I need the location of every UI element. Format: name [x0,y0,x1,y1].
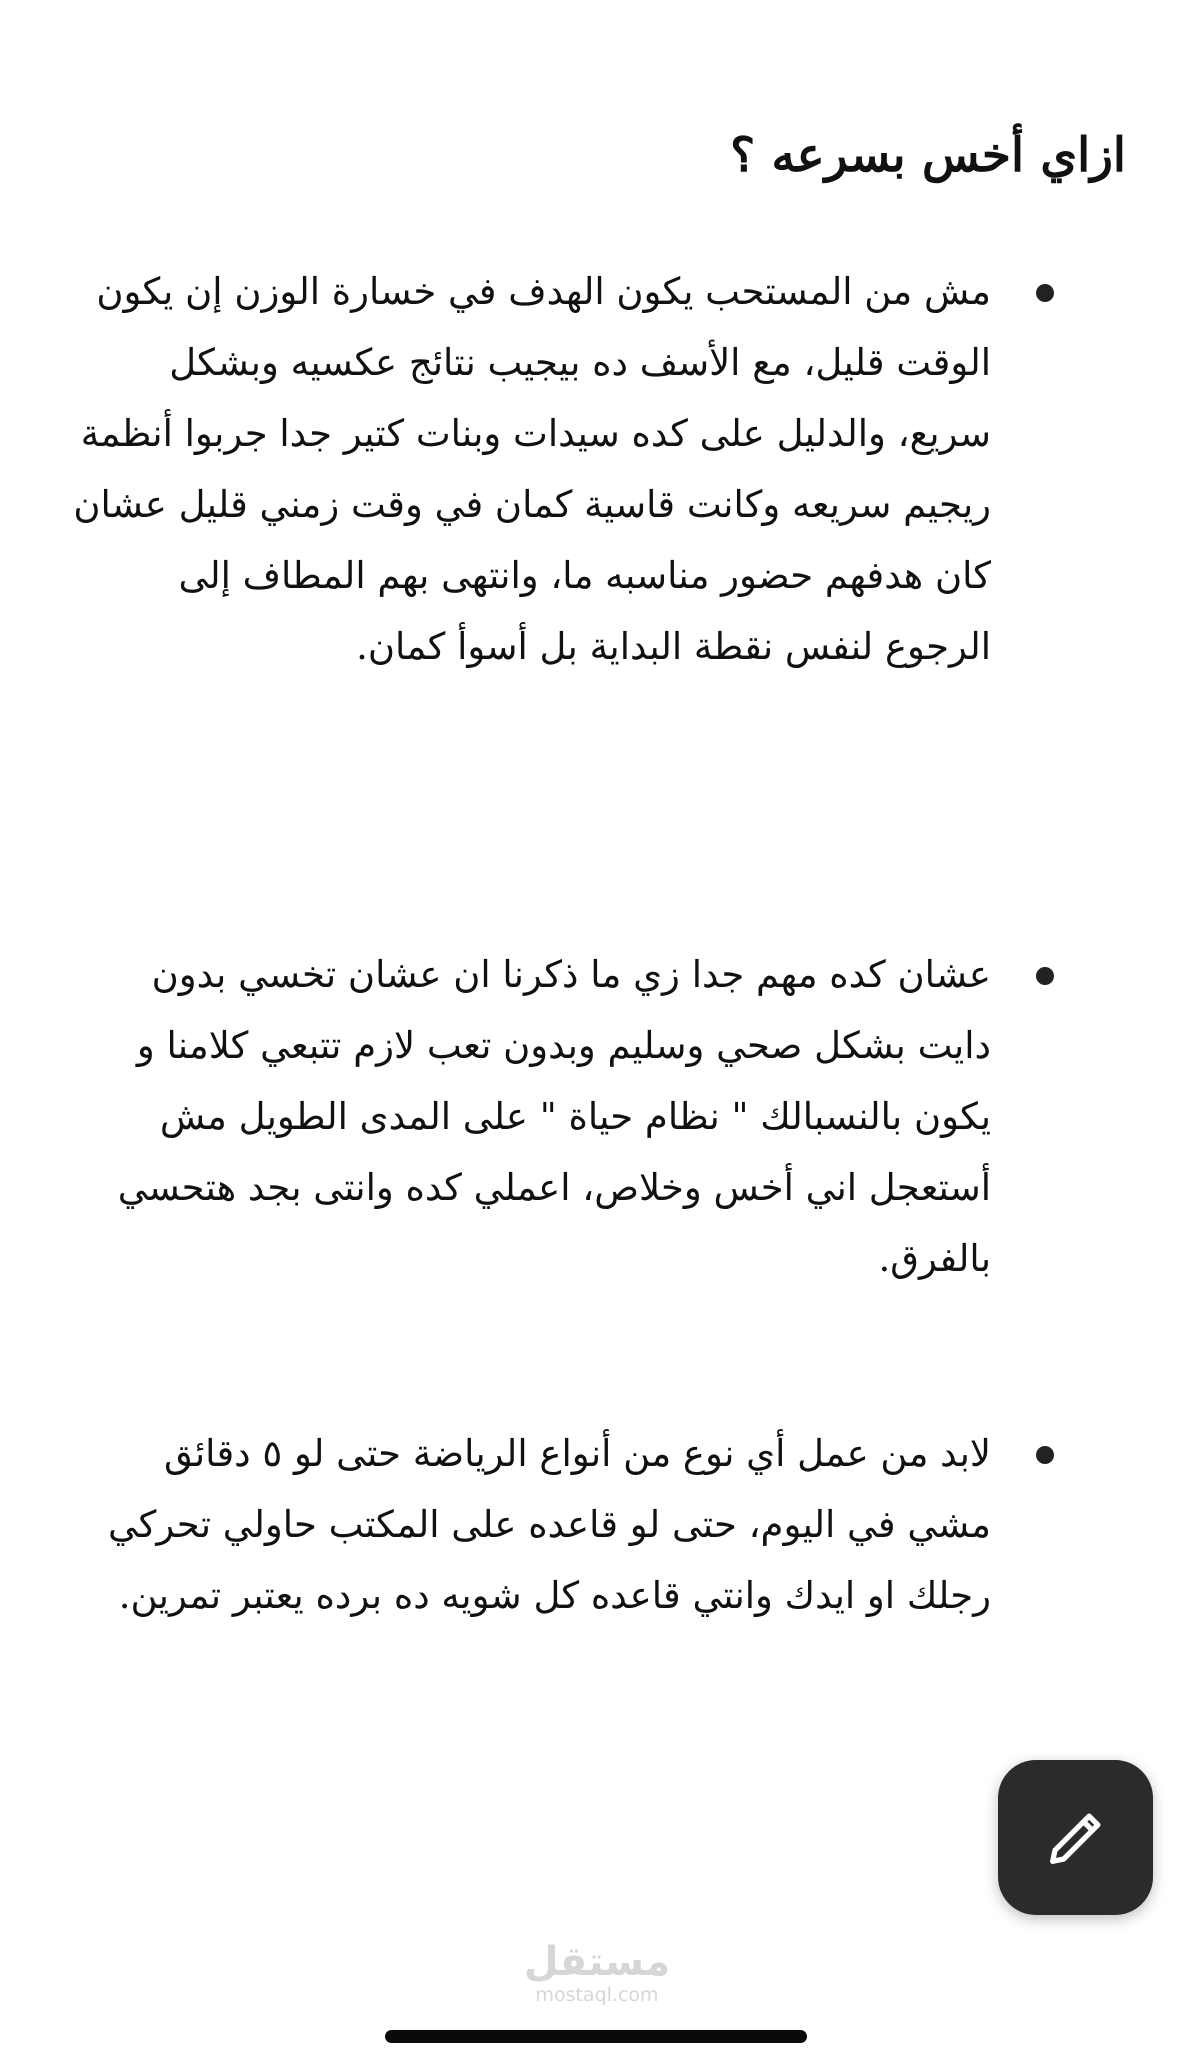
watermark-logo [497,1940,697,2006]
watermark-sub: mostaql.com [535,1984,659,2006]
list-item [71,1418,991,1631]
bullet-text: مش من المستحب يكون الهدف في خسارة الوزن إن يكون الوقت قليل، مع الأسف ده بيجيب نتائج عكسيه وبشكل سريع، والدليل على كده سيدات وبنات كتير جدا جربوا أنظمة ريجيم سريعه وكانت قاسية كمان في وقت زمني قليل عشان كان هدفهم حضور مناسبه ما، وانتهى بهم المطاف إلى الرجوع لنفس نقطة البداية بل أسوأ كمان. [73,270,991,668]
watermark-main: مستقل [523,1939,671,1985]
page-title: ازاي أخس بسرعه ؟ [730,128,1126,183]
pencil-icon [1041,1803,1111,1873]
list-item [71,256,991,682]
edit-button[interactable] [998,1760,1153,1915]
bullet-dot-icon [1036,1446,1054,1464]
list-item [71,939,991,1294]
bullet-text: عشان كده مهم جدا زي ما ذكرنا ان عشان تخسي بدون دايت بشكل صحي وسليم وبدون تعب لازم تتبعي كلامنا و يكون بالنسبالك " نظام حياة " على المدى الطويل مش أستعجل اني أخس وخلاص، اعملي كده وانتى بجد هتحسي بالفرق. [117,953,991,1280]
bullet-dot-icon [1036,284,1054,302]
bullet-text: لابد من عمل أي نوع من أنواع الرياضة حتى لو ٥ دقائق مشي في اليوم، حتى لو قاعده على المكتب حاولي تحركي رجلك او ايدك وانتي قاعده كل شويه ده برده يعتبر تمرين. [107,1432,991,1617]
home-indicator[interactable] [385,2030,807,2043]
bullet-dot-icon [1036,967,1054,985]
